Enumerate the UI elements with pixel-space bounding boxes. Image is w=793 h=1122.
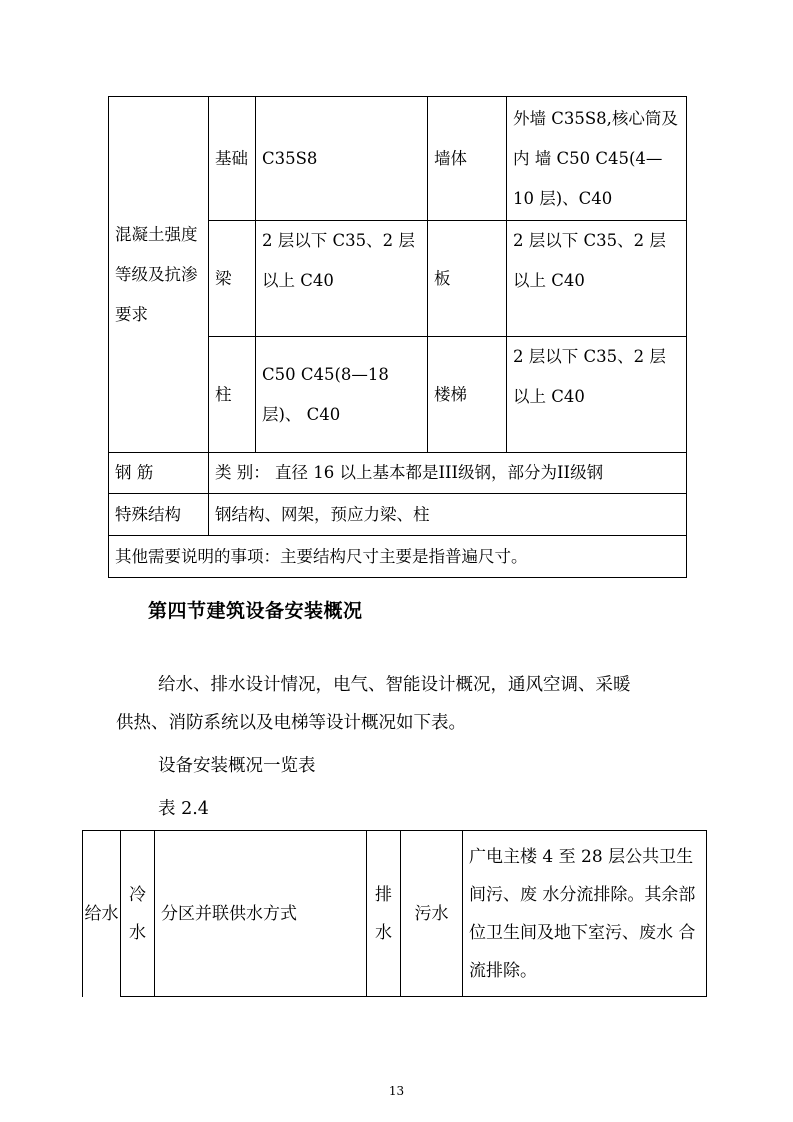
table-caption-number: 表 2.4 (158, 799, 209, 819)
wall-value: 外墙 C35S8,核心筒及内 墙 C50 C45(4—10 层)、C40 (507, 97, 687, 221)
intro-paragraph-line-1: 给水、排水设计情况，电气、智能设计概况，通风空调、采暖 (158, 675, 631, 695)
rebar-label: 钢 筋 (109, 453, 209, 494)
other-notes: 其他需要说明的事项：主要结构尺寸主要是指普遍尺寸。 (109, 536, 687, 578)
slab-label: 板 (428, 221, 507, 337)
drainage-label: 排水 (367, 831, 401, 997)
intro-paragraph-line-2: 供热、消防系统以及电梯等设计概况如下表。 (116, 713, 466, 733)
concrete-strength-label: 混凝土强度 等级及抗渗要求 (109, 97, 209, 453)
wall-label: 墙体 (428, 97, 507, 221)
rebar-value: 类 别： 直径 16 以上基本都是III级钢，部分为II级钢 (209, 453, 687, 494)
special-structure-value: 钢结构、网架，预应力梁、柱 (209, 494, 687, 536)
slab-value: 2 层以下 C35、2 层以上 C40 (507, 221, 687, 337)
stair-label: 楼梯 (428, 337, 507, 453)
concrete-structure-table (108, 96, 687, 578)
stair-value: 2 层以下 C35、2 层以上 C40 (507, 337, 687, 453)
page-number: 13 (388, 1084, 405, 1098)
foundation-label: 基础 (209, 97, 256, 221)
special-structure-label: 特殊结构 (109, 494, 209, 536)
water-supply-label: 给水 (83, 831, 121, 997)
sewage-label: 污水 (401, 831, 463, 997)
beam-value: 2 层以下 C35、2 层以上 C40 (256, 221, 428, 337)
cold-water-label: 冷水 (121, 831, 155, 997)
column-label: 柱 (209, 337, 256, 453)
foundation-value: C35S8 (256, 97, 428, 221)
table-caption-title: 设备安装概况一览表 (158, 756, 316, 776)
sewage-description: 广电主楼 4 至 28 层公共卫生间污、废 水分流排除。其余部位卫生间及地下室污、废水 合流排除。 (463, 831, 707, 997)
column-value: C50 C45(8—18 层)、 C40 (256, 337, 428, 453)
water-supply-method: 分区并联供水方式 (155, 831, 367, 997)
section-heading: 第四节建筑设备安装概况 (148, 600, 363, 622)
beam-label: 梁 (209, 221, 256, 337)
equipment-installation-table (82, 830, 707, 997)
